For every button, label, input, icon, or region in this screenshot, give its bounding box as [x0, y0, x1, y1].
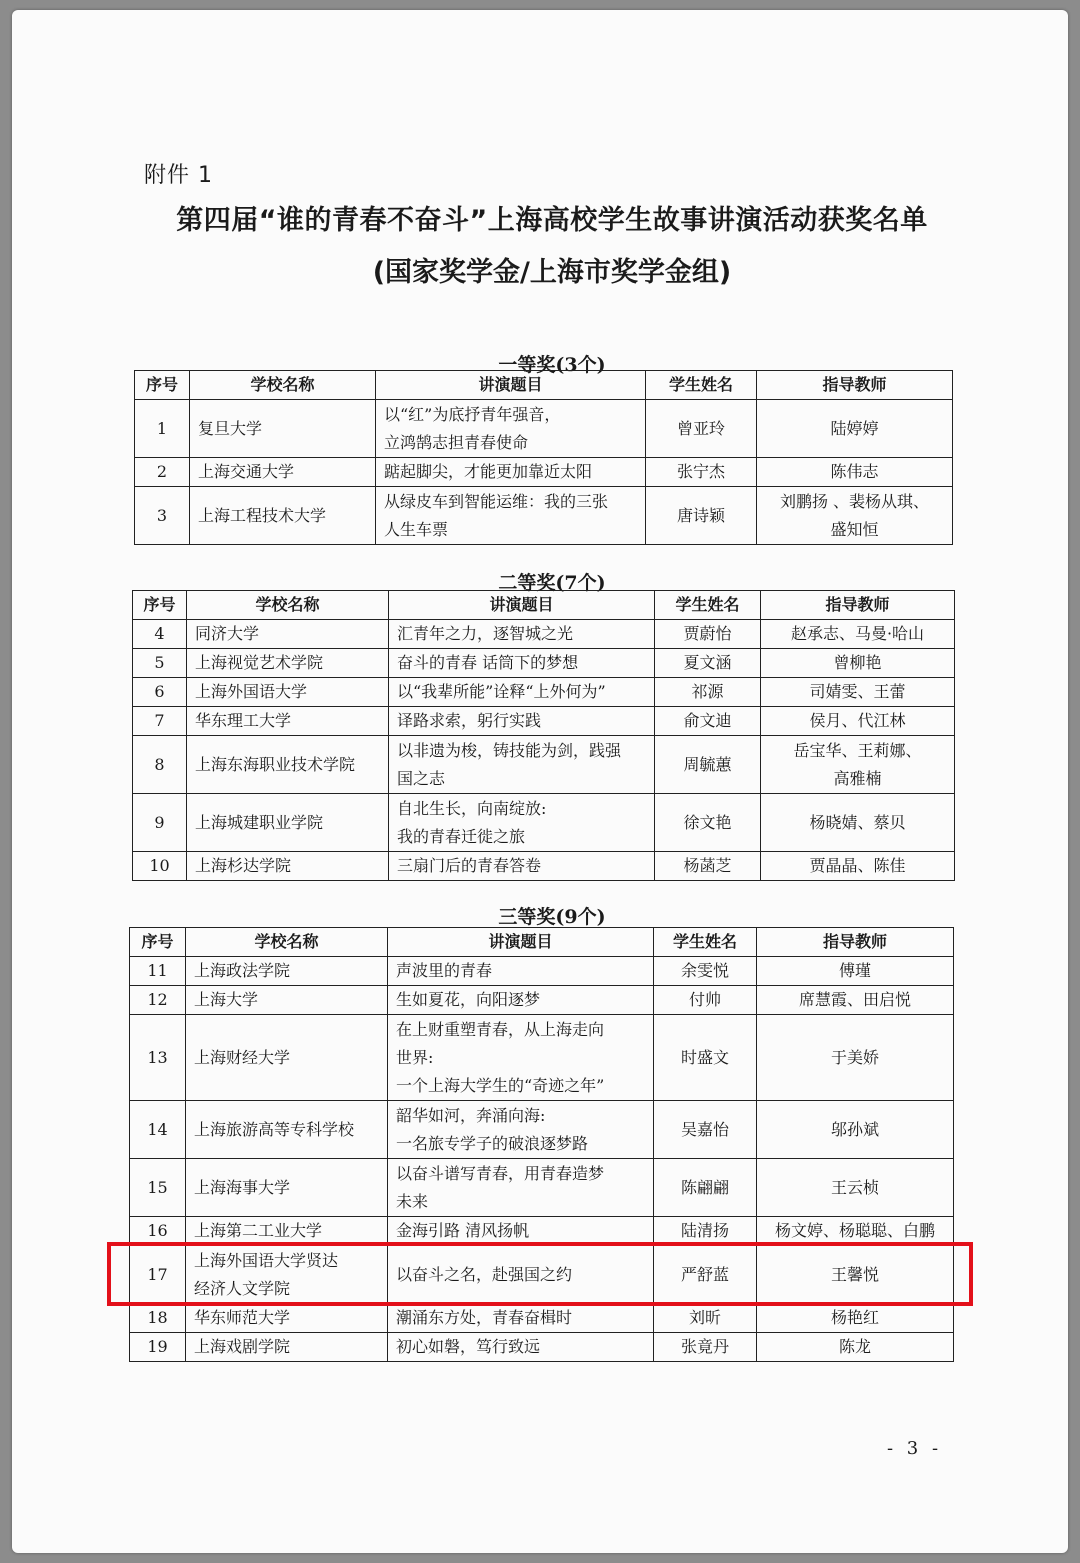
cell-no: 18	[130, 1304, 186, 1333]
column-topic-header: 讲演题目	[389, 591, 655, 620]
highlight-box	[107, 1242, 973, 1306]
cell-topic: 初心如磐，笃行致远	[388, 1333, 654, 1362]
cell-school: 上海旅游高等专科学校	[186, 1101, 388, 1159]
cell-no: 10	[133, 852, 187, 881]
cell-teacher: 侯月、代江林	[761, 707, 955, 736]
cell-no: 1	[135, 400, 190, 458]
cell-no: 5	[133, 649, 187, 678]
cell-teacher: 陆婷婷	[757, 400, 953, 458]
cell-teacher: 杨晓婧、蔡贝	[761, 794, 955, 852]
cell-teacher: 傅瑾	[757, 957, 954, 986]
cell-student: 严舒蓝	[654, 1246, 757, 1304]
table-row	[133, 794, 955, 852]
cell-topic: 奋斗的青春 话筒下的梦想	[389, 649, 655, 678]
cell-no: 7	[133, 707, 187, 736]
cell-no: 2	[135, 458, 190, 487]
cell-no: 17	[130, 1246, 186, 1304]
page-number: - 3 -	[887, 1438, 943, 1459]
cell-school: 上海东海职业技术学院	[187, 736, 389, 794]
cell-school: 上海工程技术大学	[190, 487, 376, 545]
cell-student: 周毓蕙	[655, 736, 761, 794]
cell-topic: 三扇门后的青春答卷	[389, 852, 655, 881]
cell-student: 徐文艳	[655, 794, 761, 852]
column-student-header: 学生姓名	[654, 928, 757, 957]
cell-school: 上海视觉艺术学院	[187, 649, 389, 678]
cell-school: 上海外国语大学贤达 经济人文学院	[186, 1246, 388, 1304]
cell-student: 陆清扬	[654, 1217, 757, 1246]
cell-school: 华东理工大学	[187, 707, 389, 736]
cell-teacher: 邬孙斌	[757, 1101, 954, 1159]
column-school-header: 学校名称	[187, 591, 389, 620]
cell-topic: 踮起脚尖，才能更加靠近太阳	[376, 458, 646, 487]
table-row	[130, 1333, 954, 1362]
section-heading-third-prize: 三等奖(9个)	[498, 906, 606, 928]
column-school-header: 学校名称	[190, 371, 376, 400]
document-subtitle: (国家奖学金/上海市奖学金组)	[372, 257, 732, 288]
cell-teacher: 席慧霞、田启悦	[757, 986, 954, 1015]
cell-student: 祁源	[655, 678, 761, 707]
cell-no: 14	[130, 1101, 186, 1159]
cell-no: 3	[135, 487, 190, 545]
cell-student: 刘昕	[654, 1304, 757, 1333]
cell-student: 陈翩翩	[654, 1159, 757, 1217]
cell-no: 15	[130, 1159, 186, 1217]
cell-school: 上海城建职业学院	[187, 794, 389, 852]
cell-topic: 生如夏花，向阳逐梦	[388, 986, 654, 1015]
section-heading-second-prize: 二等奖(7个)	[498, 572, 606, 594]
table-header-row	[130, 928, 954, 957]
table-row	[130, 957, 954, 986]
table-row	[130, 1304, 954, 1333]
section-heading-first-prize: 一等奖(3个)	[498, 354, 606, 376]
cell-teacher: 陈龙	[757, 1333, 954, 1362]
cell-teacher: 刘鹏扬 、裴杨从琪、 盛知恒	[757, 487, 953, 545]
cell-teacher: 赵承志、马曼·哈山	[761, 620, 955, 649]
table-header-row	[133, 591, 955, 620]
cell-school: 上海政法学院	[186, 957, 388, 986]
column-teacher-header: 指导教师	[757, 371, 953, 400]
table-row	[130, 1015, 954, 1101]
cell-no: 6	[133, 678, 187, 707]
column-teacher-header: 指导教师	[761, 591, 955, 620]
cell-student: 吴嘉怡	[654, 1101, 757, 1159]
cell-student: 杨菡芝	[655, 852, 761, 881]
cell-school: 上海戏剧学院	[186, 1333, 388, 1362]
cell-no: 12	[130, 986, 186, 1015]
cell-no: 16	[130, 1217, 186, 1246]
cell-teacher: 杨艳红	[757, 1304, 954, 1333]
cell-teacher: 司婧雯、王蕾	[761, 678, 955, 707]
cell-topic: 从绿皮车到智能运维：我的三张 人生车票	[376, 487, 646, 545]
cell-teacher: 王云桢	[757, 1159, 954, 1217]
cell-student: 夏文涵	[655, 649, 761, 678]
cell-student: 付帅	[654, 986, 757, 1015]
cell-topic: 以非遗为梭，铸技能为剑，践强 国之志	[389, 736, 655, 794]
cell-student: 张宁杰	[646, 458, 757, 487]
cell-school: 上海财经大学	[186, 1015, 388, 1101]
cell-topic: 以奋斗谱写青春，用青春造梦 未来	[388, 1159, 654, 1217]
cell-school: 华东师范大学	[186, 1304, 388, 1333]
cell-no: 13	[130, 1015, 186, 1101]
cell-student: 余雯悦	[654, 957, 757, 986]
table-row	[130, 986, 954, 1015]
cell-teacher: 王馨悦	[757, 1246, 954, 1304]
cell-student: 时盛文	[654, 1015, 757, 1101]
cell-school: 上海杉达学院	[187, 852, 389, 881]
cell-topic: 以“我辈所能”诠释“上外何为”	[389, 678, 655, 707]
cell-school: 上海海事大学	[186, 1159, 388, 1217]
cell-topic: 以“红”为底抒青年强音， 立鸿鹄志担青春使命	[376, 400, 646, 458]
cell-topic: 声波里的青春	[388, 957, 654, 986]
document-title: 第四届“谁的青春不奋斗”上海高校学生故事讲演活动获奖名单	[176, 205, 928, 236]
cell-teacher: 贾晶晶、陈佳	[761, 852, 955, 881]
cell-school: 上海大学	[186, 986, 388, 1015]
cell-student: 贾蔚怡	[655, 620, 761, 649]
cell-topic: 自北生长，向南绽放: 我的青春迁徙之旅	[389, 794, 655, 852]
table-row	[133, 852, 955, 881]
cell-no: 9	[133, 794, 187, 852]
table-row	[133, 678, 955, 707]
cell-teacher: 曾柳艳	[761, 649, 955, 678]
cell-student: 张竟丹	[654, 1333, 757, 1362]
cell-student: 唐诗颖	[646, 487, 757, 545]
column-no-header: 序号	[130, 928, 186, 957]
document-page	[12, 10, 1068, 1553]
cell-topic: 金海引路 清风扬帆	[388, 1217, 654, 1246]
table-row	[130, 1159, 954, 1217]
column-no-header: 序号	[133, 591, 187, 620]
column-school-header: 学校名称	[186, 928, 388, 957]
cell-teacher: 于美娇	[757, 1015, 954, 1101]
cell-school: 上海交通大学	[190, 458, 376, 487]
attachment-label: 附件 1	[144, 163, 213, 188]
cell-student: 俞文迪	[655, 707, 761, 736]
cell-topic: 以奋斗之名，赴强国之约	[388, 1246, 654, 1304]
second-prize-table	[132, 590, 955, 881]
cell-student: 曾亚玲	[646, 400, 757, 458]
cell-topic: 在上财重塑青春，从上海走向 世界: 一个上海大学生的“奇迹之年”	[388, 1015, 654, 1101]
cell-teacher: 陈伟志	[757, 458, 953, 487]
cell-school: 复旦大学	[190, 400, 376, 458]
column-student-header: 学生姓名	[646, 371, 757, 400]
table-row	[130, 1101, 954, 1159]
column-student-header: 学生姓名	[655, 591, 761, 620]
table-row	[133, 707, 955, 736]
column-topic-header: 讲演题目	[376, 371, 646, 400]
cell-school: 上海外国语大学	[187, 678, 389, 707]
column-no-header: 序号	[135, 371, 190, 400]
table-row	[135, 487, 953, 545]
table-row	[133, 736, 955, 794]
column-topic-header: 讲演题目	[388, 928, 654, 957]
column-teacher-header: 指导教师	[757, 928, 954, 957]
cell-topic: 潮涌东方处，青春奋楫时	[388, 1304, 654, 1333]
cell-no: 11	[130, 957, 186, 986]
table-header-row	[135, 371, 953, 400]
table-row	[133, 649, 955, 678]
cell-topic: 汇青年之力，逐智城之光	[389, 620, 655, 649]
cell-no: 4	[133, 620, 187, 649]
cell-teacher: 杨文婷、杨聪聪、白鹏	[757, 1217, 954, 1246]
cell-school: 上海第二工业大学	[186, 1217, 388, 1246]
first-prize-table	[134, 370, 953, 545]
cell-school: 同济大学	[187, 620, 389, 649]
cell-topic: 译路求索，躬行实践	[389, 707, 655, 736]
cell-teacher: 岳宝华、王莉娜、 高雅楠	[761, 736, 955, 794]
cell-no: 8	[133, 736, 187, 794]
cell-no: 19	[130, 1333, 186, 1362]
table-row	[133, 620, 955, 649]
cell-topic: 韶华如河，奔涌向海: 一名旅专学子的破浪逐梦路	[388, 1101, 654, 1159]
table-row	[135, 400, 953, 458]
table-row	[135, 458, 953, 487]
